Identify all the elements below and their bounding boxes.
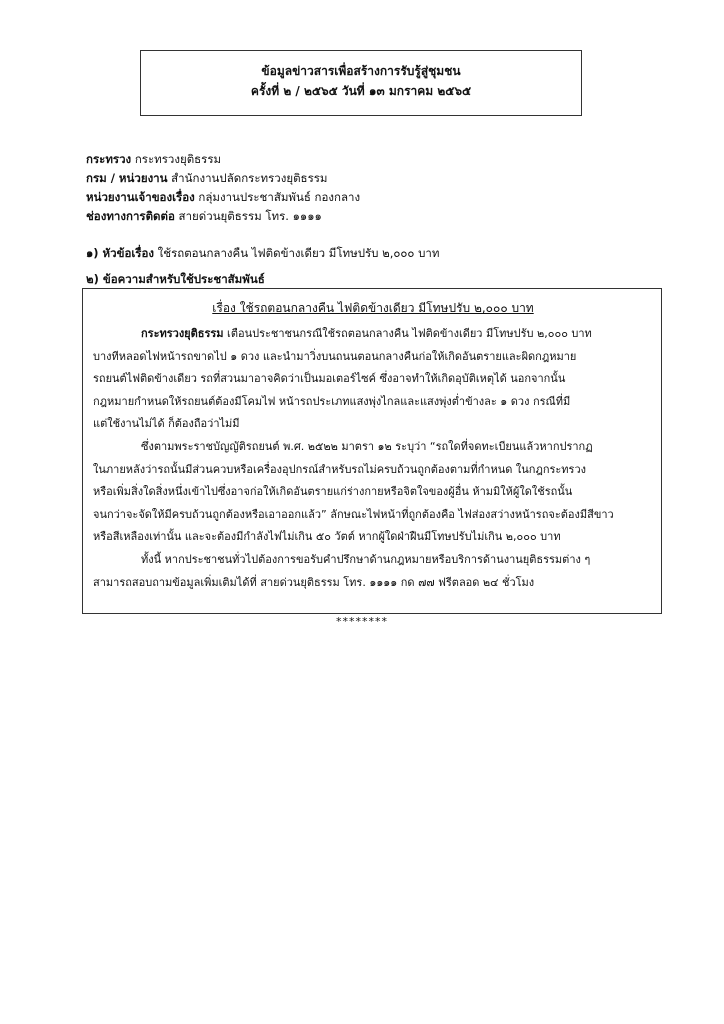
content-title: เรื่อง ใช้รถตอนกลางคืน ไฟติดข้างเดียว มีโทษปรับ ๒,๐๐๐ บาท (212, 301, 534, 315)
contact-value: สายด่วนยุติธรรม โทร. ๑๑๑๑ (178, 209, 322, 223)
paragraph-line: บางทีหลอดไฟหน้ารถขาดไป ๑ ดวง และนำมาวิ่งบนถนนตอนกลางคืนก่อให้เกิดอันตรายและผิดกฎหมาย (93, 349, 577, 363)
paragraph-3 (93, 549, 653, 594)
paragraph-line: กฎหมายกำหนดให้รถยนต์ต้องมีโคมไฟ หน้ารถประเภทแสงพุ่งไกลและแสงพุ่งต่ำข้างละ ๑ ดวง กรณีที่มี (93, 394, 571, 408)
paragraph-text: เตือนประชาชนกรณีใช้รถตอนกลางคืน ไฟติดข้างเดียว มีโทษปรับ ๒,๐๐๐ บาท (223, 327, 592, 340)
paragraph-line (93, 323, 653, 346)
paragraph-1 (93, 323, 653, 436)
section-topic (86, 244, 439, 263)
ministry-label: กระทรวง (86, 152, 132, 166)
paragraph-line: หรือเพิ่มสิ่งใดสิ่งหนึ่งเข้าไปซึ่งอาจก่อให้เกิดอันตรายแก่ร่างกายหรือจิตใจของผู้อื่น ห้ามมิให้ผู้ใดใช้รถนั้น (93, 485, 573, 499)
end-marker: ******** (336, 615, 388, 628)
paragraph-line: ทั้งนี้ หากประชาชนทั่วไปต้องการขอรับคำปรึกษาด้านกฎหมายหรือบริการด้านงานยุติธรรมต่าง ๆ (141, 552, 591, 566)
header-box (140, 50, 582, 116)
header-issue-date: ครั้งที่ ๒ / ๒๕๖๕ วันที่ ๑๓ มกราคม ๒๕๖๕ (250, 84, 472, 98)
paragraph-line: จนกว่าจะจัดให้มีครบถ้วนถูกต้องหรือเอาออกแล้ว” ลักษณะไฟหน้าที่ถูกต้องคือ ไฟส่องสว่างหน้ารถจะต้องมีสีขาว (93, 507, 614, 521)
owner-label: หน่วยงานเจ้าของเรื่อง (86, 190, 195, 204)
paragraph-line: สามารถสอบถามข้อมูลเพิ่มเติมได้ที่ สายด่วนยุติธรรม โทร. ๑๑๑๑ กด ๗๗ ฟรีตลอด ๒๔ ชั่วโมง (93, 575, 535, 589)
paragraph-line: ซึ่งตามพระราชบัญญัติรถยนต์ พ.ศ. ๒๕๒๒ มาตรา ๑๒ ระบุว่า “รถใดที่จดทะเบียนแล้วหากปรากฏ (141, 439, 593, 453)
meta-ministry (86, 150, 666, 169)
paragraph-line: รถยนต์ไฟติดข้างเดียว รถที่สวนมาอาจคิดว่าเป็นมอเตอร์ไซค์ ซึ่งอาจทำให้เกิดอุบัติเหตุได้ นอกจากนั้น (93, 372, 566, 386)
meta-contact (86, 207, 666, 226)
section-topic-value: ใช้รถตอนกลางคืน ไฟติดข้างเดียว มีโทษปรับ ๒,๐๐๐ บาท (157, 246, 440, 260)
owner-value: กลุ่มงานประชาสัมพันธ์ กองกลาง (198, 190, 361, 204)
section-topic-label: ๑) หัวข้อเรื่อง (86, 246, 154, 260)
paragraph-2 (93, 436, 653, 549)
department-value: สำนักงานปลัดกระทรวงยุติธรรม (171, 171, 328, 185)
section-pr-message (86, 270, 265, 289)
section-pr-label: ๒) ข้อความสำหรับใช้ประชาสัมพันธ์ (86, 272, 265, 286)
department-label: กรม / หน่วยงาน (86, 171, 168, 185)
paragraph-line: แต่ใช้งานไม่ได้ ก็ต้องถือว่าไม่มี (93, 417, 240, 431)
contact-label: ช่องทางการติดต่อ (86, 209, 175, 223)
meta-block (86, 150, 666, 226)
ministry-value: กระทรวงยุติธรรม (134, 152, 222, 166)
header-title: ข้อมูลข่าวสารเพื่อสร้างการรับรู้สู่ชุมชน (261, 64, 461, 78)
paragraph-line: หรือสีเหลืองเท่านั้น และจะต้องมีกำลังไฟไม่เกิน ๕๐ วัตต์ หากผู้ใดฝ่าฝืนมีโทษปรับไม่เกิน ๒,๐๐๐ บาท (93, 530, 561, 544)
ministry-bold: กระทรวงยุติธรรม (141, 327, 224, 340)
meta-owner (86, 188, 666, 207)
meta-department (86, 169, 666, 188)
paragraph-line: ในภายหลังว่ารถนั้นมีส่วนควบหรือเครื่องอุปกรณ์สำหรับรถไม่ครบถ้วนถูกต้องตามที่กำหนด ในกฎกระทรวง (93, 462, 587, 476)
pr-content-box (82, 288, 662, 614)
